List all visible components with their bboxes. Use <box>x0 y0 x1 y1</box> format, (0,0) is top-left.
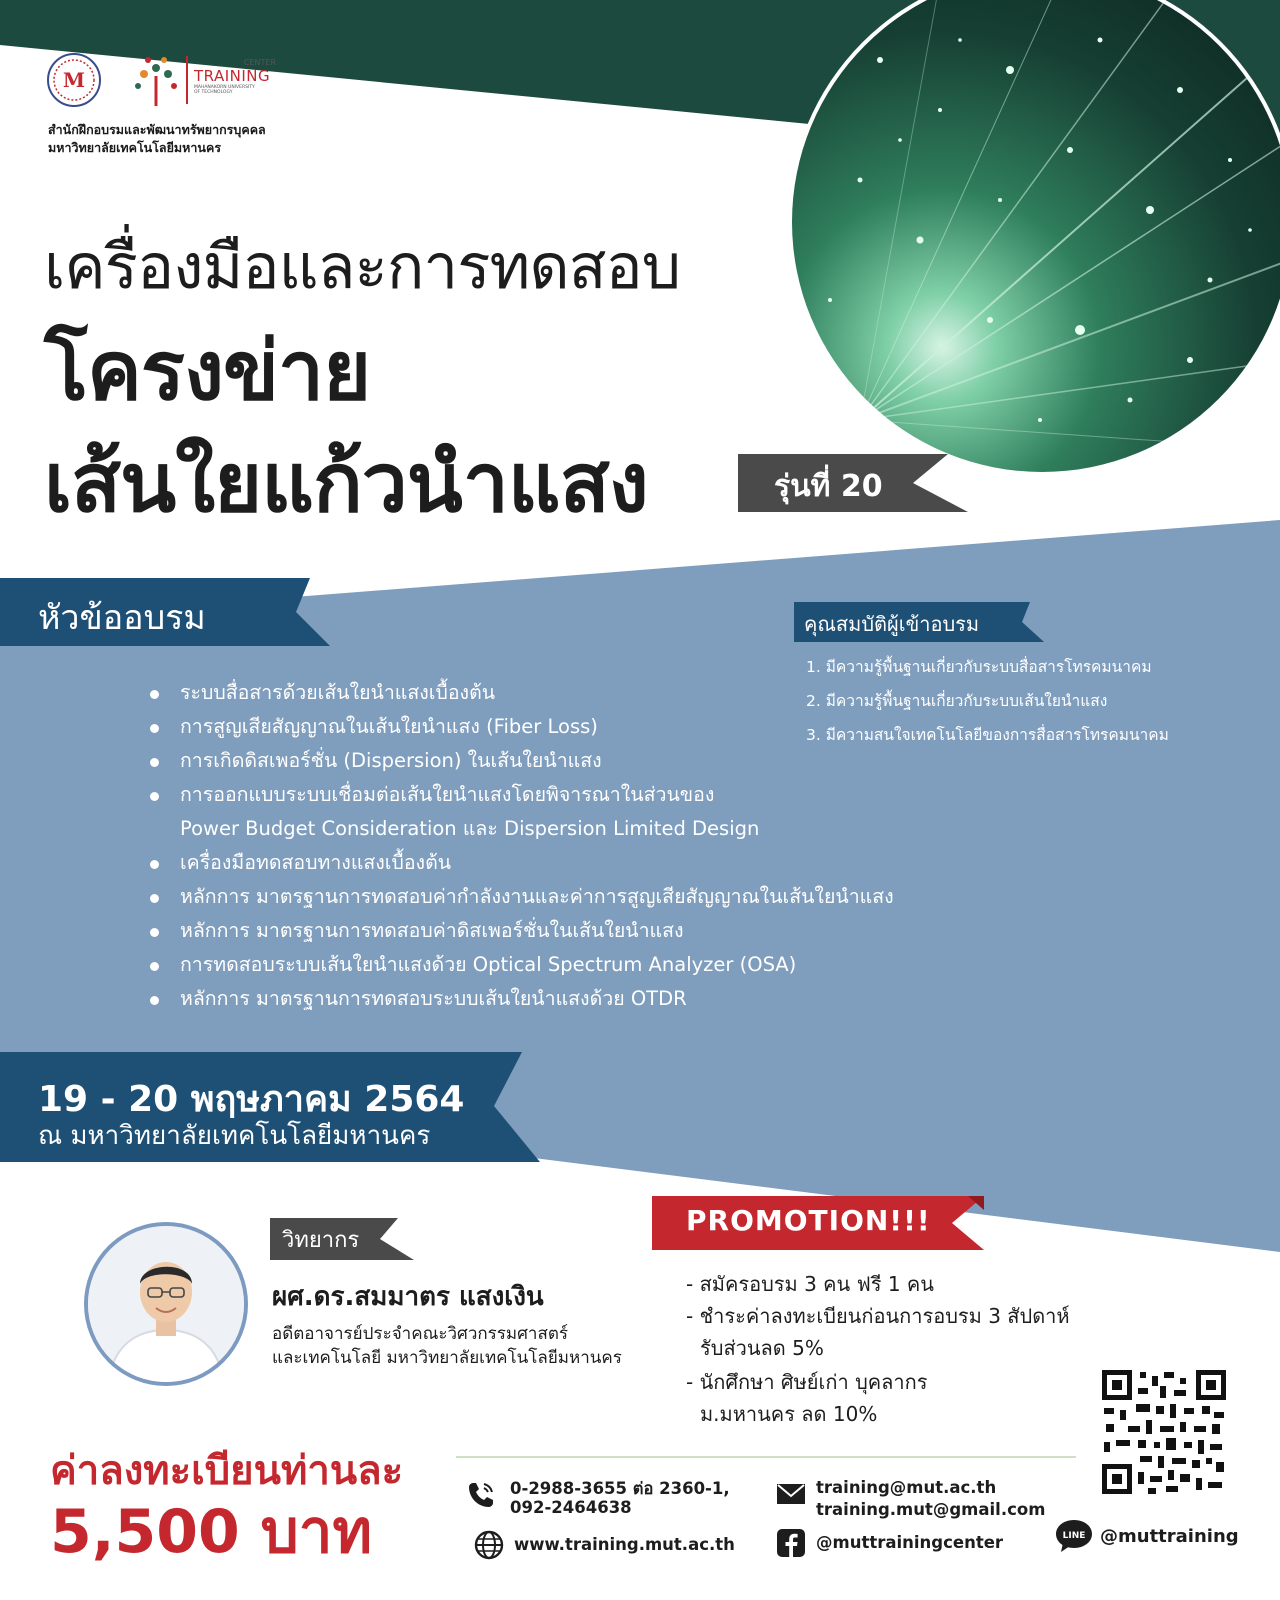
org-name-line1: สำนักฝึกอบรมและพัฒนาทรัพยากรบุคคล <box>48 122 266 137</box>
promotion-line: รับส่วนลด 5% <box>700 1336 824 1360</box>
topic-item <box>146 846 894 880</box>
phone-icon <box>466 1480 496 1510</box>
speaker-avatar <box>84 1222 248 1386</box>
topic-text: ระบบสื่อสารด้วยเส้นใยนำแสงเบื้องต้น <box>180 681 496 704</box>
price-value: 5,500 บาท <box>50 1497 373 1567</box>
title-line2: โครงข่าย <box>44 324 371 419</box>
contact-divider <box>456 1456 1076 1458</box>
speaker-name: ผศ.ดร.สมมาตร แสงเงิน <box>272 1282 544 1312</box>
topic-item <box>146 880 894 914</box>
batch-label: รุ่นที่ 20 <box>774 469 883 504</box>
line-badge-text: LINE <box>1062 1531 1086 1541</box>
globe-icon <box>474 1530 504 1560</box>
bullet-icon <box>150 996 159 1005</box>
bullet-icon <box>150 724 159 733</box>
logo-sub1: MAHANAKORN UNIVERSITY <box>194 85 255 90</box>
topic-item <box>146 710 894 744</box>
training-center-logo-text <box>194 58 276 95</box>
topic-text: หลักการ มาตรฐานการทดสอบระบบเส้นใยนำแสงด้วย OTDR <box>180 987 687 1010</box>
bullet-icon <box>150 792 159 801</box>
logo-center-word: CENTER <box>243 58 276 67</box>
promotion-heading: PROMOTION!!! <box>686 1204 931 1237</box>
topic-item <box>146 914 894 948</box>
mut-university-logo <box>44 50 120 110</box>
fiber-optic-image <box>788 0 1280 476</box>
training-center-tree-icon <box>130 52 182 108</box>
bullet-icon <box>150 894 159 903</box>
bullet-icon <box>150 690 159 699</box>
topic-item <box>146 676 894 710</box>
event-date: 19 - 20 พฤษภาคม 2564 <box>38 1079 465 1120</box>
logo-divider <box>186 56 188 104</box>
topic-text: การสูญเสียสัญญาณในเส้นใยนำแสง (Fiber Loss) <box>180 715 598 738</box>
topic-text: การทดสอบระบบเส้นใยนำแสงด้วย Optical Spectrum Analyzer (OSA) <box>180 953 797 976</box>
speaker-desc-line1: อดีตอาจารย์ประจำคณะวิศวกรรมศาสตร์ <box>272 1324 569 1344</box>
bullet-icon <box>150 758 159 767</box>
topic-item-continuation: Power Budget Consideration และ Dispersion Limited Design <box>180 817 760 840</box>
org-name-line2: มหาวิทยาลัยเทคโนโลยีมหานคร <box>48 140 222 155</box>
bullet-icon <box>150 860 159 869</box>
topic-text: หลักการ มาตรฐานการทดสอบค่าดิสเพอร์ชั่นในเส้นใยนำแสง <box>180 919 684 942</box>
topic-text: การเกิดดิสเพอร์ชั่น (Dispersion) ในเส้นใยนำแสง <box>180 749 602 772</box>
contact-website[interactable]: www.training.mut.ac.th <box>514 1535 735 1554</box>
logo-training-word: TRAINING <box>194 67 271 85</box>
topic-item <box>146 948 894 982</box>
qualification-item: 2. มีความรู้พื้นฐานเกี่ยวกับระบบเส้นใยนำแสง <box>806 692 1108 710</box>
promotion-line: - ชำระค่าลงทะเบียนก่อนการอบรม 3 สัปดาห์ <box>686 1304 1070 1328</box>
topics-list <box>146 676 894 1016</box>
event-venue: ณ มหาวิทยาลัยเทคโนโลยีมหานคร <box>38 1121 431 1151</box>
promotion-line: ม.มหานคร ลด 10% <box>700 1402 878 1426</box>
email-icon <box>776 1482 806 1506</box>
promotion-line: - สมัครอบรม 3 คน ฟรี 1 คน <box>686 1272 934 1296</box>
contact-email-line1: training@mut.ac.th <box>816 1478 997 1497</box>
speaker-desc-line2: และเทคโนโลยี มหาวิทยาลัยเทคโนโลยีมหานคร <box>272 1348 622 1368</box>
speaker-role: วิทยากร <box>282 1228 360 1253</box>
svg-text:M: M <box>62 68 86 92</box>
price-label: ค่าลงทะเบียนท่านละ <box>50 1448 404 1494</box>
topic-text: หลักการ มาตรฐานการทดสอบค่ากำลังงานและค่าการสูญเสียสัญญาณในเส้นใยนำแสง <box>180 885 894 908</box>
person-icon <box>88 1226 244 1382</box>
qr-code <box>1102 1370 1226 1494</box>
qualifications-list <box>806 650 1169 752</box>
facebook-icon <box>776 1528 806 1558</box>
qualification-item: 1. มีความรู้พื้นฐานเกี่ยวกับระบบสื่อสารโทรคมนาคม <box>806 658 1152 676</box>
topic-item <box>146 982 894 1016</box>
title-line3: เส้นใยแก้วนำแสง <box>44 436 648 531</box>
bullet-icon <box>150 962 159 971</box>
title-line1: เครื่องมือและการทดสอบ <box>44 230 681 303</box>
bullet-icon <box>150 928 159 937</box>
topic-text: เครื่องมือทดสอบทางแสงเบื้องต้น <box>180 851 452 874</box>
contact-phone-line1: 0-2988-3655 ต่อ 2360-1, <box>510 1479 730 1498</box>
contact-line[interactable]: @muttraining <box>1100 1526 1239 1547</box>
topic-item <box>146 778 894 812</box>
contact-facebook[interactable]: @muttrainingcenter <box>816 1533 1004 1552</box>
contact-phone-line2: 092-2464638 <box>510 1498 632 1517</box>
logo-sub2: OF TECHNOLOGY <box>194 90 233 95</box>
qualification-item: 3. มีความสนใจเทคโนโลยีของการสื่อสารโทรคมนาคม <box>806 726 1169 744</box>
promotion-line: - นักศึกษา ศิษย์เก่า บุคลากร <box>686 1370 928 1394</box>
topic-text: การออกแบบระบบเชื่อมต่อเส้นใยนำแสงโดยพิจารณาในส่วนของ <box>180 783 715 806</box>
contact-email-line2: training.mut@gmail.com <box>816 1500 1046 1519</box>
line-app-icon <box>1054 1518 1094 1554</box>
topics-heading: หัวข้ออบรม <box>38 598 206 638</box>
qualifications-heading: คุณสมบัติผู้เข้าอบรม <box>804 612 980 636</box>
topic-item <box>146 744 894 778</box>
